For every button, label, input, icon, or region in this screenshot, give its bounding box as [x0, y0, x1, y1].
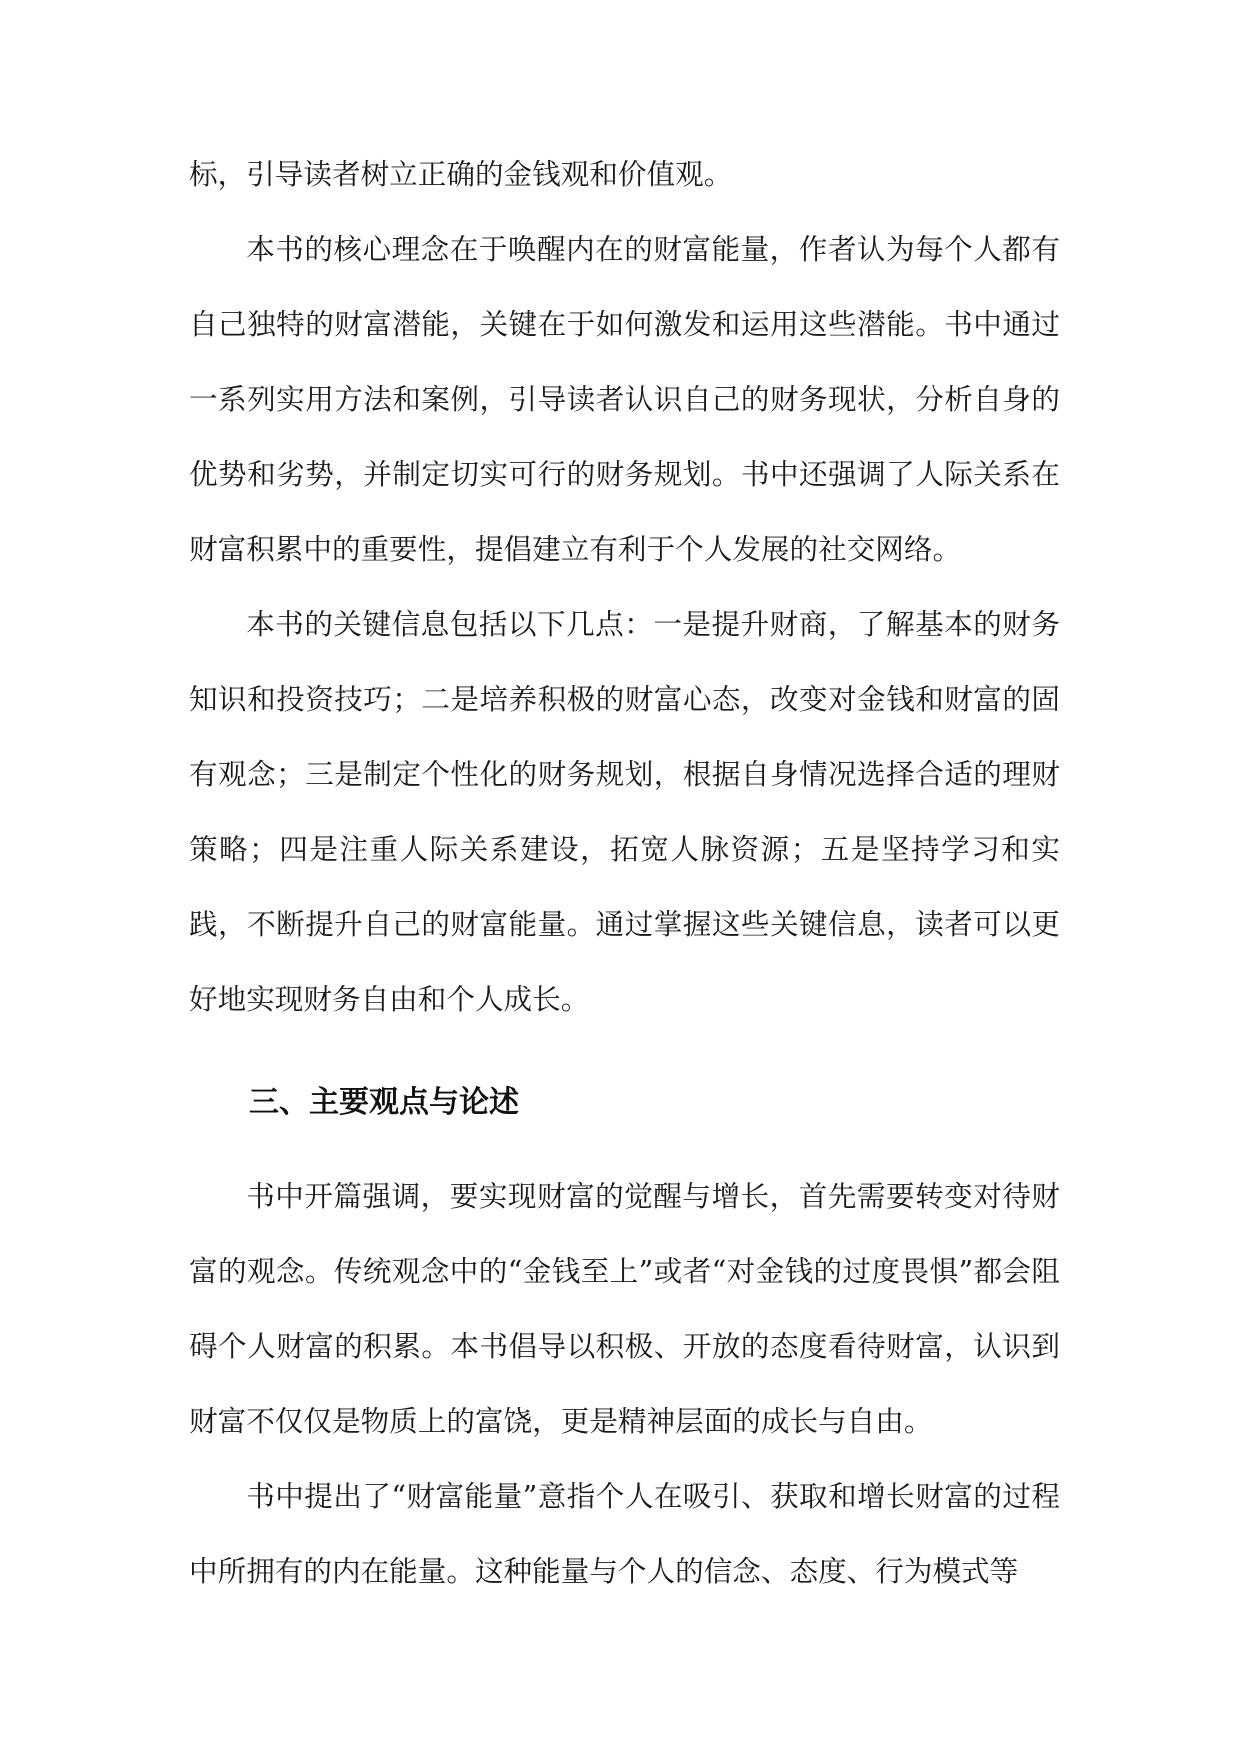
section-heading: 三、主要观点与论述 — [249, 1085, 519, 1120]
document-body — [189, 137, 1060, 1609]
paragraph-wealth-energy: 书中提出了“财富能量”意指个人在吸引、获取和增长财富的过程中所拥有的内在能量。这种能量与个人的信念、态度、行为模式等 — [189, 1479, 1060, 1588]
paragraph-wealth-mindset: 书中开篇强调，要实现财富的觉醒与增长，首先需要转变对待财富的观念。传统观念中的“金钱至上”或者“对金钱的过度畏惧”都会阻碍个人财富的积累。本书倡导以积极、开放的态度看待财富，认识到财富不仅仅是物质上的富饶，更是精神层面的成长与自由。 — [189, 1179, 1060, 1438]
paragraph-continued: 标，引导读者树立正确的金钱观和价值观。 — [189, 157, 733, 191]
paragraph-key-points: 本书的关键信息包括以下几点：一是提升财商，了解基本的财务知识和投资技巧；二是培养积极的财富心态，改变对金钱和财富的固有观念；三是制定个性化的财务规划，根据自身情况选择合适的理财策略；四是注重人际关系建设，拓宽人脉资源；五是坚持学习和实践，不断提升自己的财富能量。通过掌握这些关键信息，读者可以更好地实现财务自由和个人成长。 — [189, 607, 1060, 1016]
paragraph-core-concept: 本书的核心理念在于唤醒内在的财富能量，作者认为每个人都有自己独特的财富潜能，关键在于如何激发和运用这些潜能。书中通过一系列实用方法和案例，引导读者认识自己的财务现状，分析自身的优势和劣势，并制定切实可行的财务规划。书中还强调了人际关系在财富积累中的重要性，提倡建立有利于个人发展的社交网络。 — [189, 232, 1060, 566]
